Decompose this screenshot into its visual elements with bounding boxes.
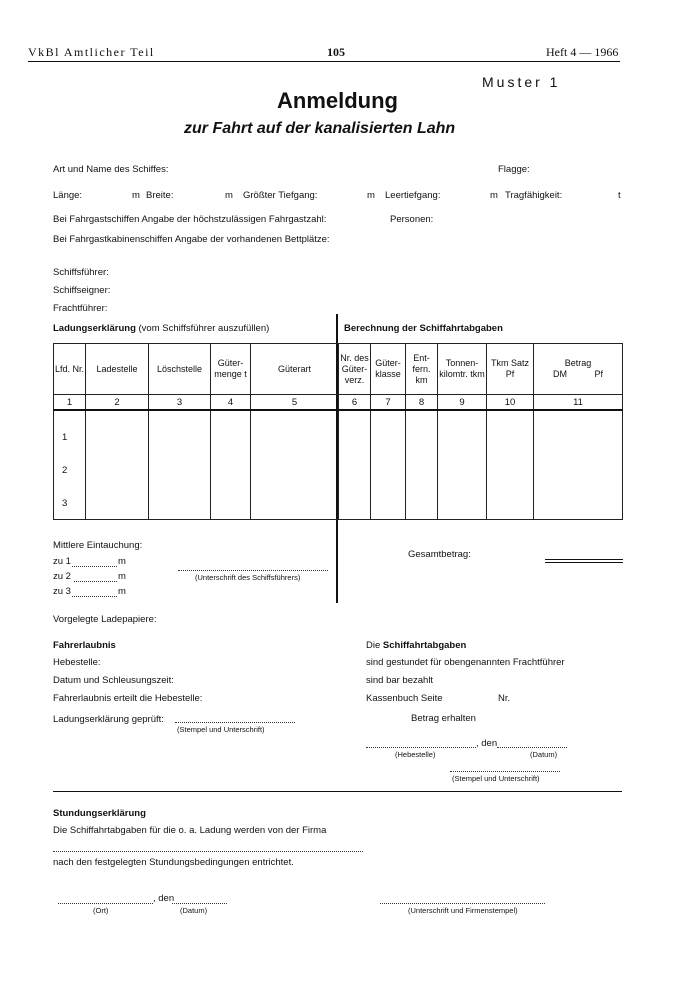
capacity-unit: t <box>618 190 621 201</box>
lock-time-label: Datum und Schleusungszeit: <box>53 675 174 686</box>
fee-calculation-heading: Berechnung der Schiffahrtabgaben <box>344 323 503 334</box>
fees-date-separator: , den <box>476 738 498 749</box>
table-body-cell[interactable] <box>54 410 86 520</box>
col-header-betrag <box>534 344 623 395</box>
cashbook-page-label: Kassenbuch Seite <box>366 693 443 704</box>
immersion-1-unit: m <box>118 556 126 567</box>
fees-office-caption: (Hebestelle) <box>395 750 436 759</box>
muster-label: Muster 1 <box>482 74 561 90</box>
section-rule <box>53 791 622 792</box>
table-body-cell[interactable] <box>211 410 251 520</box>
deferral-date-field[interactable] <box>172 903 227 904</box>
col-number: 11 <box>534 395 623 411</box>
table-body-cell[interactable] <box>86 410 149 520</box>
col-header-entfernung: Ent-fern. km <box>406 344 438 395</box>
fees-office-field[interactable] <box>366 747 476 748</box>
carrier-label: Frachtführer: <box>53 303 108 314</box>
length-unit: m <box>132 190 140 201</box>
checked-stamp-caption: (Stempel und Unterschrift) <box>177 725 265 734</box>
draught-label: Größter Tiefgang: <box>243 190 318 201</box>
journal-name: VkBl Amtlicher Teil <box>28 45 155 59</box>
col-header-guetermenge: Güter-menge t <box>211 344 251 395</box>
betrag-dm: DM <box>552 369 567 379</box>
col-header-ladestelle: Ladestelle <box>86 344 149 395</box>
immersion-2-field[interactable] <box>74 581 117 582</box>
col-header-loeschstelle: Löschstelle <box>149 344 211 395</box>
deferral-date-separator: , den <box>153 893 175 904</box>
immersion-1-field[interactable] <box>72 566 117 567</box>
table-body-cell[interactable] <box>339 410 371 520</box>
firm-signature-field[interactable] <box>380 903 545 904</box>
col-number: 7 <box>371 395 406 411</box>
draught-unit: m <box>367 190 375 201</box>
immersion-2-label: zu 2 <box>53 571 71 582</box>
cargo-declaration-note: (vom Schiffsführer auszufüllen) <box>138 323 270 334</box>
empty-draught-unit: m <box>490 190 498 201</box>
col-number: 9 <box>438 395 487 411</box>
col-number: 5 <box>251 395 339 411</box>
width-label: Breite: <box>146 190 174 201</box>
table-body-cell[interactable] <box>251 410 339 520</box>
flag-label: Flagge: <box>498 164 530 175</box>
permit-title: Fahrerlaubnis <box>53 640 116 651</box>
col-number: 3 <box>149 395 211 411</box>
length-label: Länge: <box>53 190 83 201</box>
fees-signature-field[interactable] <box>450 771 560 772</box>
total-double-underline <box>545 562 623 563</box>
checked-label: Ladungserklärung geprüft: <box>53 714 164 725</box>
issue-number: Heft 4 — 1966 <box>546 45 619 59</box>
col-number: 2 <box>86 395 149 411</box>
documents-label: Vorgelegte Ladepapiere: <box>53 614 157 625</box>
col-header-gueterart: Güterart <box>251 344 339 395</box>
form-subtitle: zur Fahrt auf der kanalisierten Lahn <box>184 120 456 137</box>
col-number: 1 <box>54 395 86 411</box>
amount-received-label: Betrag erhalten <box>411 713 476 724</box>
deferral-line-1: Die Schiffahrtabgaben für die o. a. Ladung werden von der Firma <box>53 825 327 836</box>
empty-draught-label: Leertiefgang: <box>385 190 441 201</box>
table-body-cell[interactable] <box>149 410 211 520</box>
col-number: 8 <box>406 395 438 411</box>
header-rule <box>28 61 620 62</box>
skipper-signature-caption: (Unterschrift des Schiffsführers) <box>195 573 301 582</box>
immersion-3-label: zu 3 <box>53 586 71 597</box>
total-label: Gesamtbetrag: <box>408 549 471 560</box>
row-number: 2 <box>62 465 68 476</box>
table-body-cell[interactable] <box>487 410 534 520</box>
capacity-label: Tragfähigkeit: <box>505 190 563 201</box>
cargo-declaration-heading <box>53 323 269 334</box>
betrag-units <box>534 369 622 380</box>
cargo-table <box>53 343 623 520</box>
immersion-3-unit: m <box>118 586 126 597</box>
col-number: 6 <box>339 395 371 411</box>
fees-date-field[interactable] <box>497 747 567 748</box>
col-header-lfd-nr: Lfd. Nr. <box>54 344 86 395</box>
deferral-line-2: nach den festgelegten Stundungsbedingungen entrichtet. <box>53 857 294 868</box>
lock-office-label: Hebestelle: <box>53 657 101 668</box>
row-number: 1 <box>62 432 68 443</box>
immersion-label: Mittlere Eintauchung: <box>53 540 143 551</box>
deferral-place-field[interactable] <box>58 903 153 904</box>
betrag-label: Betrag <box>564 358 592 368</box>
col-header-gueterklasse: Güter-klasse <box>371 344 406 395</box>
permit-issued-label: Fahrerlaubnis erteilt die Hebestelle: <box>53 693 203 704</box>
table-body-cell[interactable] <box>406 410 438 520</box>
fees-deferred-line: sind gestundet für obengenannten Frachtführer <box>366 657 565 668</box>
ship-name-label: Art und Name des Schiffes: <box>53 164 169 175</box>
passenger-label: Bei Fahrgastschiffen Angabe der höchstzulässigen Fahrgastzahl: <box>53 214 327 225</box>
checked-stamp-field[interactable] <box>175 722 295 723</box>
fees-paid-line: sind bar bezahlt <box>366 675 434 686</box>
col-number: 4 <box>211 395 251 411</box>
persons-label: Personen: <box>390 214 434 225</box>
immersion-1-label: zu 1 <box>53 556 71 567</box>
fees-heading <box>366 640 466 651</box>
col-header-tonnenkilometer: Tonnen-kilomtr. tkm <box>438 344 487 395</box>
width-unit: m <box>225 190 233 201</box>
col-header-tkm-satz: Tkm Satz Pf <box>487 344 534 395</box>
page-number: 105 <box>327 45 345 59</box>
row-number: 3 <box>62 498 68 509</box>
deferral-date-caption: (Datum) <box>180 906 208 915</box>
owner-label: Schiffseigner: <box>53 285 111 296</box>
immersion-2-unit: m <box>118 571 126 582</box>
total-underline <box>545 559 623 560</box>
cashbook-nr-label: Nr. <box>498 693 511 704</box>
immersion-3-field[interactable] <box>72 596 117 597</box>
col-header-gueterverz: Nr. des Güter-verz. <box>339 344 371 395</box>
deferral-place-caption: (Ort) <box>93 906 109 915</box>
skipper-label: Schiffsführer: <box>53 267 109 278</box>
company-field[interactable] <box>53 851 363 852</box>
skipper-signature-field[interactable] <box>178 570 328 571</box>
table-body-cell[interactable] <box>534 410 623 520</box>
col-number: 10 <box>487 395 534 411</box>
form-title: Anmeldung <box>277 88 398 113</box>
table-body-cell[interactable] <box>438 410 487 520</box>
firm-signature-caption: (Unterschrift und Firmenstempel) <box>408 906 518 915</box>
fees-heading-prefix: Die <box>366 640 381 651</box>
table-body-cell[interactable] <box>371 410 406 520</box>
betrag-pf: Pf <box>594 369 604 379</box>
fees-date-caption: (Datum) <box>530 750 558 759</box>
cargo-declaration-title: Ladungserklärung <box>53 323 136 334</box>
fees-title: Schiffahrtabgaben <box>382 640 467 651</box>
fees-signature-caption: (Stempel und Unterschrift) <box>452 774 540 783</box>
deferral-title: Stundungserklärung <box>53 808 146 819</box>
berths-label: Bei Fahrgastkabinenschiffen Angabe der vorhandenen Bettplätze: <box>53 234 330 245</box>
